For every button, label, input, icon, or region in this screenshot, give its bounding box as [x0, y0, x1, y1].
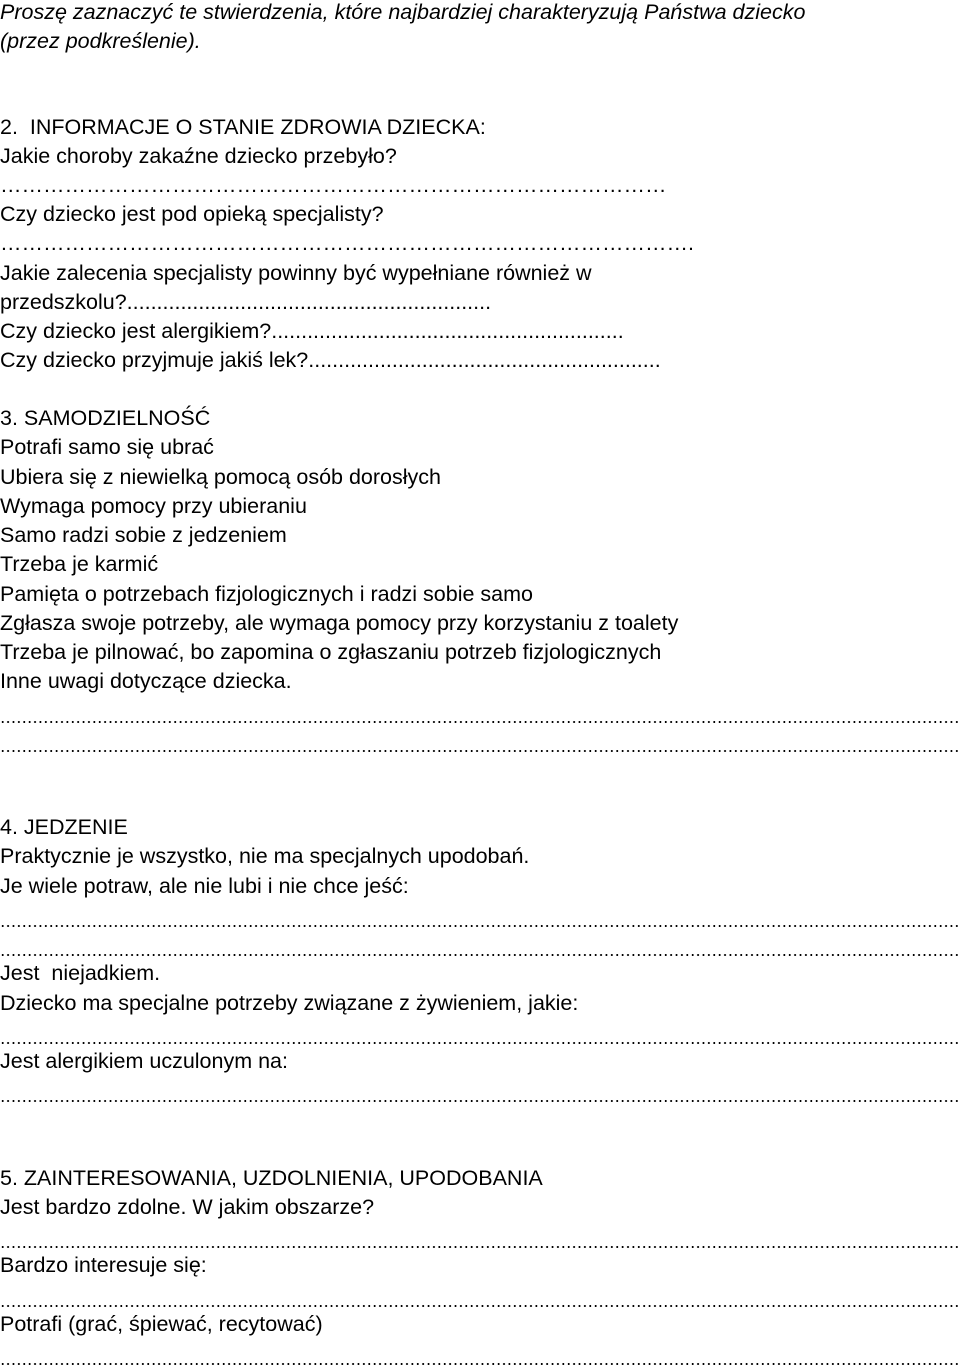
independence-heading: 3. SAMODZIELNOŚĆ: [0, 406, 211, 430]
question-gifted: Jest bardzo zdolne. W jakim obszarze?: [0, 1195, 375, 1219]
answer-gifted[interactable]: [0, 1222, 958, 1251]
independence-option[interactable]: Zgłasza swoje potrzeby, ale wymaga pomocy przy korzystaniu z toalety: [0, 611, 679, 635]
answer-interested-in[interactable]: [0, 1281, 958, 1310]
other-remarks-label: Inne uwagi dotyczące dziecka.: [0, 669, 292, 693]
question-specialist-care: Czy dziecko jest pod opieką specjalisty?: [0, 202, 384, 226]
question-recommendations-line-2[interactable]: przedszkolu?.............................................................: [0, 290, 492, 314]
independence-option[interactable]: Trzeba je karmić: [0, 552, 159, 576]
question-infectious-diseases: Jakie choroby zakaźne dziecko przebyło?: [0, 144, 397, 168]
question-interested-in: Bardzo interesuje się:: [0, 1253, 207, 1277]
independence-option[interactable]: Trzeba je pilnować, bo zapomina o zgłaszaniu potrzeb fizjologicznych: [0, 640, 662, 664]
question-recommendations-line-1: Jakie zalecenia specjalisty powinny być wypełniane również w: [0, 261, 592, 285]
food-option-eats-all[interactable]: Praktycznie je wszystko, nie ma specjalnych upodobań.: [0, 844, 530, 868]
food-option-picky[interactable]: Jest niejadkiem.: [0, 961, 161, 985]
question-can-do: Potrafi (grać, śpiewać, recytować): [0, 1312, 323, 1336]
answer-allergic-to[interactable]: [0, 1076, 958, 1105]
answer-special-needs[interactable]: [0, 1018, 958, 1047]
question-medicine[interactable]: Czy dziecko przyjmuje jakiś lek?...........................................................: [0, 348, 661, 372]
answer-can-do[interactable]: [0, 1339, 958, 1368]
independence-option[interactable]: Ubiera się z niewielką pomocą osób dorosłych: [0, 465, 441, 489]
answer-other-remarks-line-2[interactable]: [0, 726, 958, 755]
question-allergic[interactable]: Czy dziecko jest alergikiem?...........................................................: [0, 319, 624, 343]
answer-infectious-diseases[interactable]: …………………………………………………………………………………: [0, 173, 667, 197]
food-option-dislikes[interactable]: Je wiele potraw, ale nie lubi i nie chce jeść:: [0, 874, 409, 898]
food-option-special-needs[interactable]: Dziecko ma specjalne potrzeby związane z żywieniem, jakie:: [0, 991, 579, 1015]
health-heading: 2. INFORMACJE O STANIE ZDROWIA DZIECKA:: [0, 115, 486, 139]
answer-other-remarks-line-1[interactable]: [0, 697, 958, 726]
intro-line-1: Proszę zaznaczyć te stwierdzenia, które najbardziej charakteryzują Państwa dziecko: [0, 0, 806, 24]
answer-dislikes-line-1[interactable]: [0, 901, 958, 930]
interests-heading: 5. ZAINTERESOWANIA, UZDOLNIENIA, UPODOBANIA: [0, 1166, 543, 1190]
answer-specialist-care[interactable]: …………………………………………………………………………………….: [0, 231, 694, 255]
food-option-allergic[interactable]: Jest alergikiem uczulonym na:: [0, 1049, 288, 1073]
food-heading: 4. JEDZENIE: [0, 815, 128, 839]
independence-option[interactable]: Pamięta o potrzebach fizjologicznych i radzi sobie samo: [0, 582, 533, 606]
intro-line-2: (przez podkreślenie).: [0, 29, 201, 53]
independence-option[interactable]: Potrafi samo się ubrać: [0, 435, 214, 459]
independence-option[interactable]: Wymaga pomocy przy ubieraniu: [0, 494, 307, 518]
independence-option[interactable]: Samo radzi sobie z jedzeniem: [0, 523, 287, 547]
answer-dislikes-line-2[interactable]: [0, 930, 958, 959]
